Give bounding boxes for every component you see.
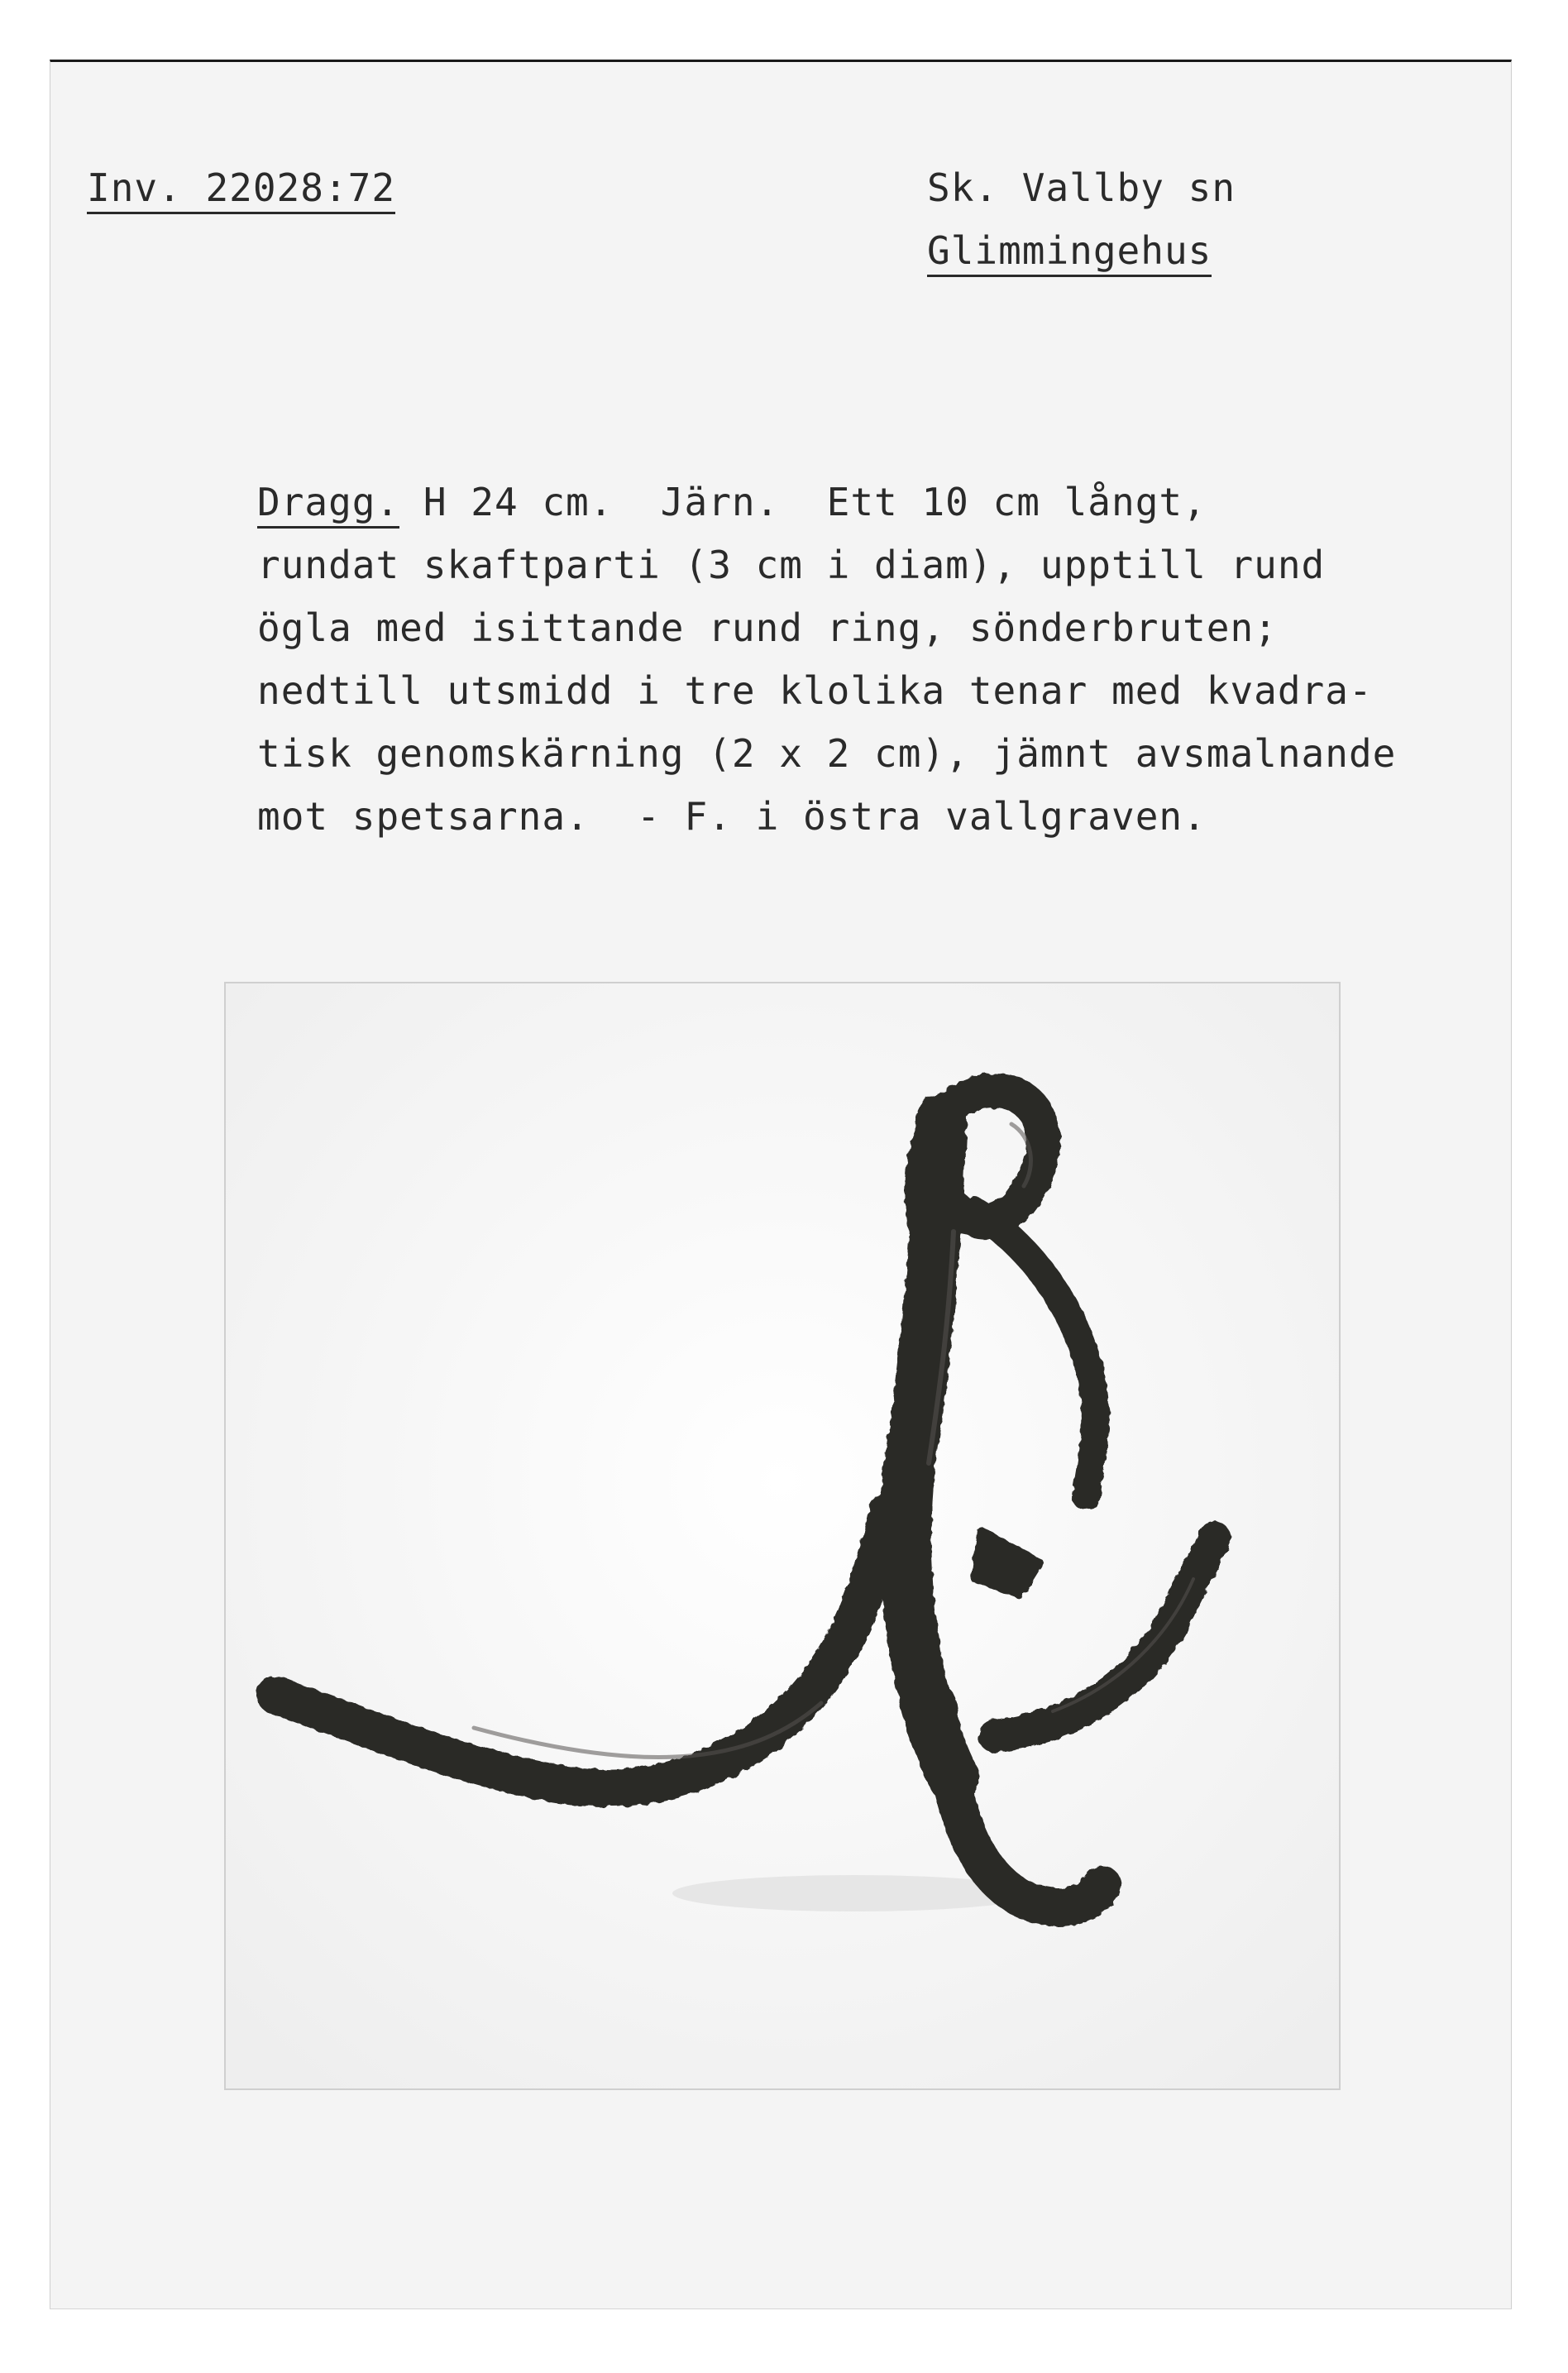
catalog-card — [50, 60, 1512, 2309]
description-line-3: ögla med isittande rund ring, sönderbruten; — [257, 605, 1278, 650]
object-title: Dragg. — [257, 480, 399, 529]
site-name: Glimmingehus — [927, 219, 1212, 282]
parish-label: Sk. Vallby sn — [927, 165, 1236, 210]
description-line-5: tisk genomskärning (2 x 2 cm), jämnt avsmalnande — [257, 731, 1397, 776]
object-photograph — [224, 982, 1341, 2090]
description-line-4: nedtill utsmidd i tre klolika tenar med kvadra- — [257, 668, 1373, 713]
description-line-1: Dragg. H 24 cm. Järn. Ett 10 cm långt, — [257, 471, 1396, 533]
description-line-2: rundat skaftparti (3 cm i diam), upptill rund — [257, 543, 1326, 587]
object-description — [257, 471, 1396, 848]
description-line-6: mot spetsarna. - F. i östra vallgraven. — [257, 794, 1207, 839]
grapnel-anchor-icon — [226, 983, 1339, 2088]
inventory-number: Inv. 22028:72 — [87, 156, 395, 219]
